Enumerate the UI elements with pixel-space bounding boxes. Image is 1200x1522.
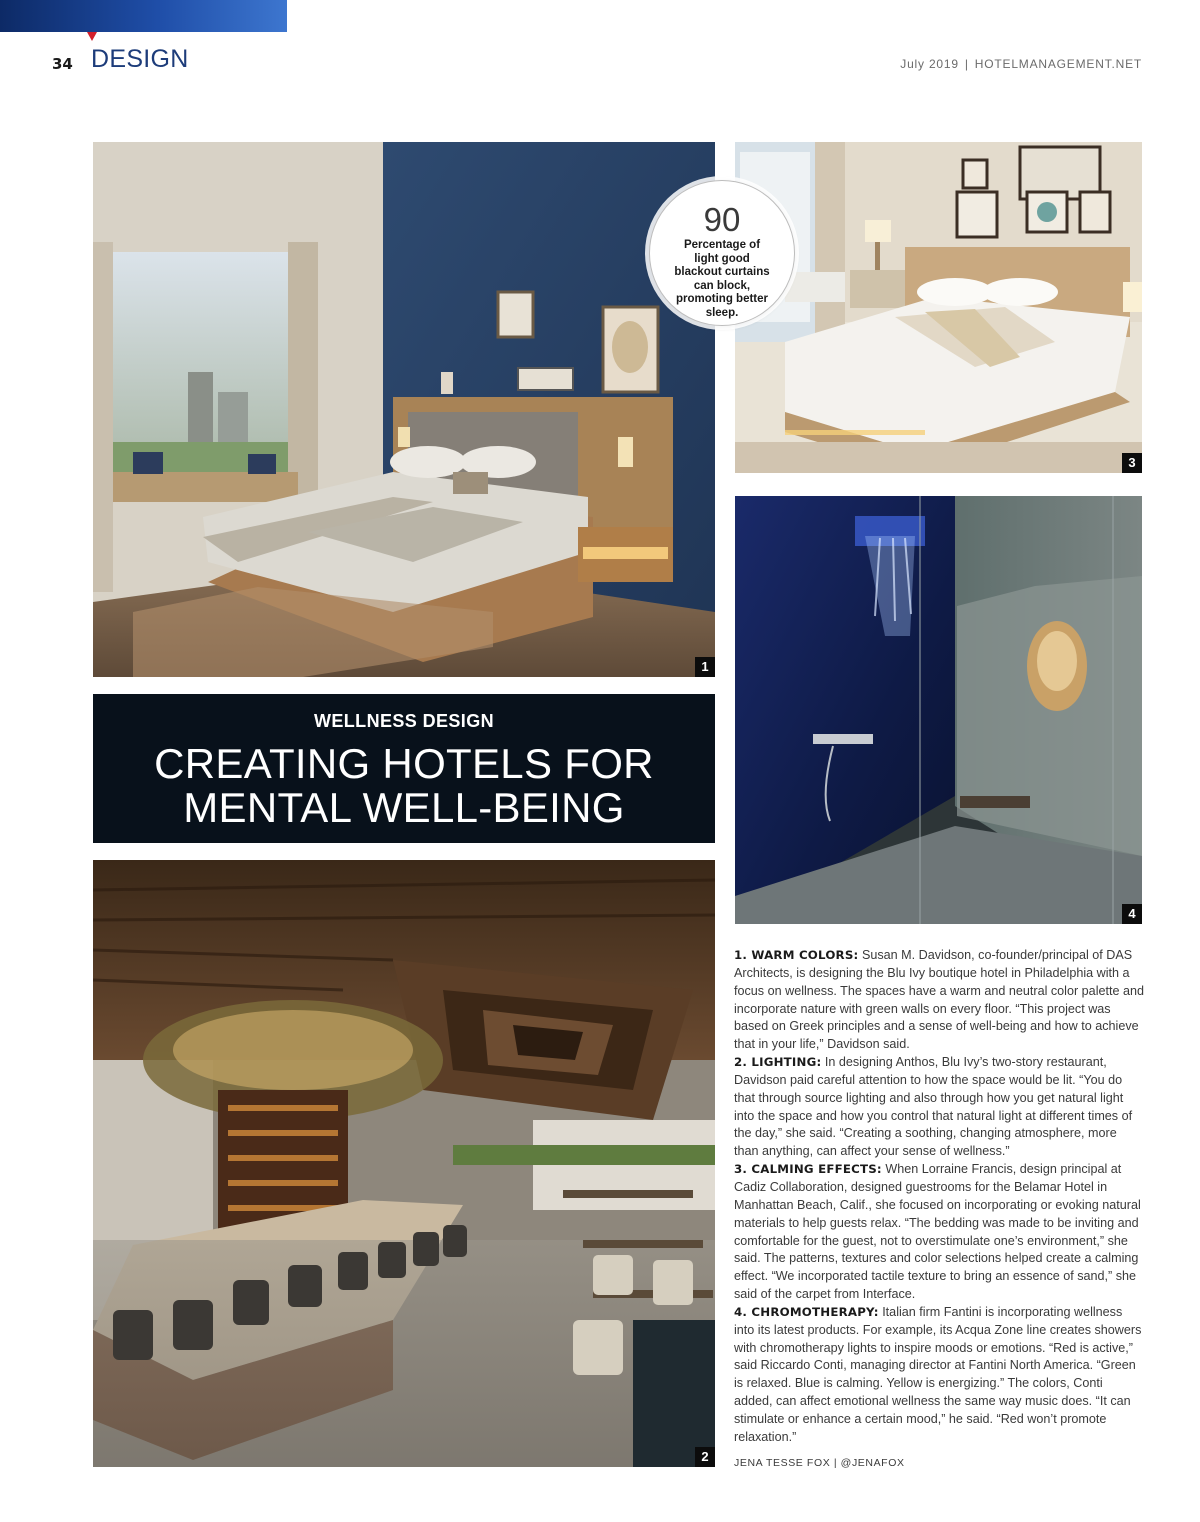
stat-callout bbox=[649, 180, 795, 326]
article-body bbox=[734, 947, 1144, 1447]
byline: JENA TESSE FOX | @JENAFOX bbox=[734, 1457, 905, 1469]
article-item-lighting bbox=[734, 1054, 1144, 1161]
header-red-marker bbox=[87, 32, 97, 41]
photo-number-4: 4 bbox=[1122, 904, 1142, 924]
section-title: DESIGN bbox=[91, 45, 189, 73]
header-color-bar bbox=[0, 0, 287, 32]
item-heading: 2. LIGHTING: bbox=[734, 1055, 822, 1070]
item-text: When Lorraine Francis, design principal at Cadiz Collaboration, designed guestrooms for the Belamar Hotel in Manhattan Beach, Calif., she focused on incorporating or evoking natural materials to help guests relax. “The bedding was made to be inviting and comfortable for the guest, not to overstimulate one’s environment,” she said. The patterns, textures and color selections helped create a calming effect. “We incorporated tactile texture to bring an essence of sand,” she said of the carpet from Interface. bbox=[734, 1162, 1141, 1302]
site-name: HOTELMANAGEMENT.NET bbox=[974, 57, 1142, 71]
item-heading: 4. CHROMOTHERAPY: bbox=[734, 1304, 879, 1319]
article-item-calming-effects bbox=[734, 1161, 1144, 1304]
article-item-chromotherapy bbox=[734, 1304, 1144, 1447]
photo-restaurant-bar bbox=[93, 860, 715, 1467]
item-heading: 3. CALMING EFFECTS: bbox=[734, 1162, 882, 1177]
article-headline bbox=[93, 742, 715, 830]
photo-number-1: 1 bbox=[695, 657, 715, 677]
page-number: 34 bbox=[52, 55, 73, 73]
photo-number-3: 3 bbox=[1122, 453, 1142, 473]
article-kicker: WELLNESS DESIGN bbox=[313, 711, 494, 731]
item-text: Italian firm Fantini is incorporating wellness into its latest products. For example, its Acqua Zone line creates showers with chromotherapy lights to inspire moods or emotions. “Red is active,” said Riccardo Conti, managing director at Fantini North America. “Green is relaxed. Blue is calming. Yellow is energizing.” The colors, Conti added, can affect emotional wellness the same way music does. “It can stimulate or enhance a certain mood,” he said. “Red won’t promote relaxation.” bbox=[734, 1304, 1142, 1444]
photo-bright-bedroom bbox=[735, 142, 1142, 473]
photo-number-2: 2 bbox=[695, 1447, 715, 1467]
issue-date: July 2019 bbox=[900, 57, 959, 71]
stat-description: Percentage of light good blackout curtains can block, promoting better sleep. bbox=[674, 239, 770, 319]
headline-line-2: MENTAL WELL-BEING bbox=[183, 784, 625, 831]
photo-hotel-room-blue-wall bbox=[93, 142, 715, 677]
stat-number: 90 bbox=[703, 201, 741, 238]
issue-info bbox=[900, 57, 1142, 71]
item-text: In designing Anthos, Blu Ivy’s two-story restaurant, Davidson paid careful attention to how the space would be lit. “You do that through source lighting and also through how you get natural light into the space and how you control that natural light at different times of the day,” she said. “Creating a soothing, changing atmosphere, more than anything, can affect your sense of wellness.” bbox=[734, 1055, 1133, 1159]
item-text: Susan M. Davidson, co-founder/principal of DAS Architects, is designing the Blu Ivy boutique hotel in Philadelphia with a focus on wellness. The spaces have a warm and neutral color palette and incorporate nature with green walls on every floor. “This project was based on Greek principles and a sense of well-being and how to achieve that in your life,” Davidson said. bbox=[734, 948, 1145, 1052]
issue-separator: | bbox=[964, 57, 969, 71]
headline-line-1: CREATING HOTELS FOR bbox=[154, 740, 654, 787]
item-heading: 1. WARM COLORS: bbox=[734, 948, 859, 962]
photo-chromotherapy-shower bbox=[735, 496, 1142, 924]
article-title-block bbox=[93, 694, 715, 843]
article-item-warm-colors bbox=[734, 947, 1144, 1054]
